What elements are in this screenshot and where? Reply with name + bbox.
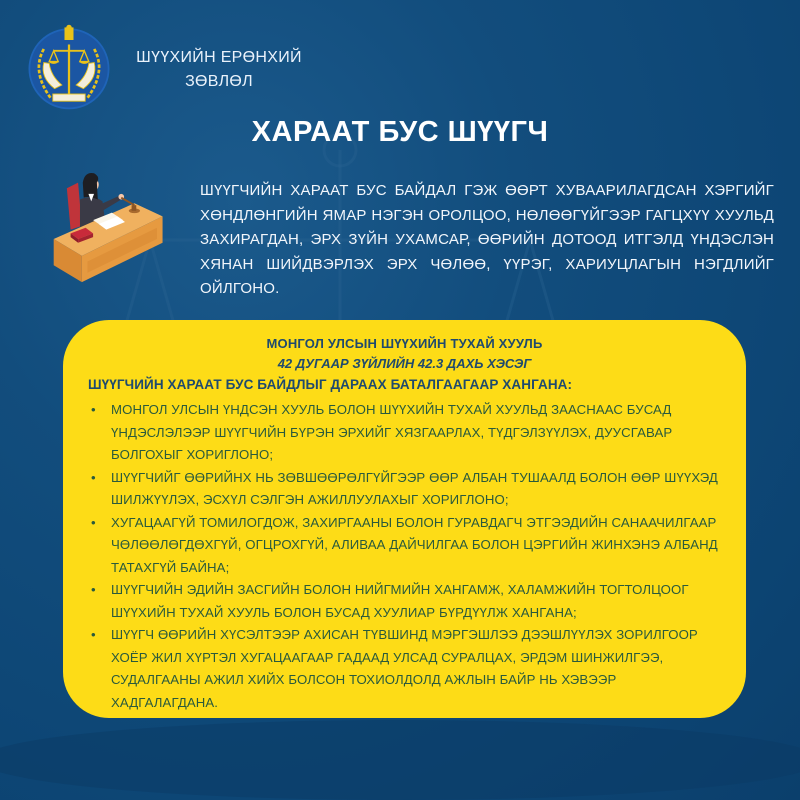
bullet-icon: • <box>91 402 96 417</box>
list-item-text: ШҮҮГЧ ӨӨРИЙН ХҮСЭЛТЭЭР АХИСАН ТҮВШИНД МЭРГЭШЛЭЭ ДЭЭШЛҮҮЛЭХ ЗОРИЛГООР ХОЁР ЖИЛ ХҮРТЭЛ ХУГАЦААГААР ГАДААД УЛСАД СУРАЛЦАХ, ЭРДЭМ ШИНЖИЛГЭЭ, СУДАЛГААНЫ АЖИЛ ХИЙХ БОЛСОН ТОХИОЛДОЛД АЖЛЫН БАЙР НЬ ХЭВЭЭР ХАДГАЛАГДАНА. <box>111 627 698 710</box>
list-item <box>85 512 725 580</box>
list-item-text: ШҮҮГЧИЙГ ӨӨРИЙНХ НЬ ЗӨВШӨӨРӨЛГҮЙГЭЭР ӨӨР АЛБАН ТУШААЛД БОЛОН ӨӨР ШҮҮХЭД ШИЛЖҮҮЛЭХ, ЭСХҮЛ СЭЛГЭН АЖИЛЛУУЛАХЫГ ХОРИГЛОНО; <box>111 469 718 507</box>
judicial-emblem-icon <box>24 22 114 112</box>
list-item <box>85 579 725 624</box>
law-article-subtitle: 42 ДУГААР ЗҮЙЛИЙН 42.3 ДАХЬ ХЭСЭГ <box>277 356 532 371</box>
list-item <box>85 467 725 512</box>
bullet-icon: • <box>91 514 96 530</box>
organization-name <box>128 46 310 94</box>
law-guarantees-heading: ШҮҮГЧИЙН ХАРААТ БУС БАЙДЛЫГ ДАРААХ БАТАЛГААГААР ХАНГАНА: <box>88 377 573 392</box>
org-name-line1: ШҮҮХИЙН ЕРӨНХИЙ <box>136 49 302 66</box>
list-item-text: ХУГАЦААГҮЙ ТОМИЛОГДОЖ, ЗАХИРГААНЫ БОЛОН ГУРАВДАГЧ ЭТГЭЭДИЙН САНААЧИЛГААР ЧӨЛӨӨЛӨГДӨХГҮЙ, ОГЦРОХГҮЙ, АЛИВАА ДАЙЧИЛГАА БОЛОН ЦЭРГИЙН ЖИНХЭНЭ АЛБАНД ТАТАХГҮЙ БАЙНА; <box>111 514 718 575</box>
org-name-line2: ЗӨВЛӨЛ <box>185 73 253 90</box>
law-info-box <box>63 320 746 718</box>
page-title: ХАРААТ БУС ШҮҮГЧ <box>251 116 549 148</box>
intro-paragraph: ШҮҮГЧИЙН ХАРААТ БУС БАЙДАЛ ГЭЖ ӨӨРТ ХУВААРИЛАГДСАН ХЭРГИЙГ ХӨНДЛӨНГИЙН ЯМАР НЭГЭН ОРОЛЦОО, НӨЛӨӨГҮЙГЭЭР ГАГЦХҮҮ ХУУЛЬД ЗАХИРАГДАН, ЭРХ ЗҮЙН УХАМСАР, ӨӨРИЙН ДОТООД ИТГЭЛД ҮНДЭСЛЭН ХЯНАН ШИЙДВЭРЛЭХ ЭРХ ЧӨЛӨӨ, ҮҮРЭГ, ХАРИУЦЛАГЫН НЭГДЛИЙГ ОЙЛГОНО. <box>200 182 774 297</box>
bullet-icon: • <box>91 582 96 597</box>
list-item-text: ШҮҮГЧИЙН ЭДИЙН ЗАСГИЙН БОЛОН НИЙГМИЙН ХАНГАМЖ, ХАЛАМЖИЙН ТОГТОЛЦООГ ШҮҮХИЙН ТУХАЙ ХУУЛЬ БОЛОН БУСАД ХУУЛИАР БҮРДҮҮЛЖ ХАНГАНА; <box>111 582 689 620</box>
law-title: МОНГОЛ УЛСЫН ШҮҮХИЙН ТУХАЙ ХУУЛЬ <box>266 336 543 351</box>
judge-at-desk-illustration <box>44 162 176 284</box>
list-item-text: МОНГОЛ УЛСЫН ҮНДСЭН ХУУЛЬ БОЛОН ШҮҮХИЙН ТУХАЙ ХУУЛЬД ЗААСНААС БУСАД ҮНДЭСЛЭЛЭЭР ШҮҮГЧИЙН БҮРЭН ЭРХИЙГ ХЯЗГААРЛАХ, ТҮДГЭЛЗҮҮЛЭХ, ДУУСГАВАР БОЛГОХЫГ ХОРИГЛОНО; <box>111 402 673 462</box>
list-item <box>85 624 725 714</box>
bullet-icon: • <box>91 469 96 485</box>
bullet-icon: • <box>91 627 96 642</box>
law-guarantees-list <box>85 399 725 714</box>
list-item <box>85 399 725 467</box>
